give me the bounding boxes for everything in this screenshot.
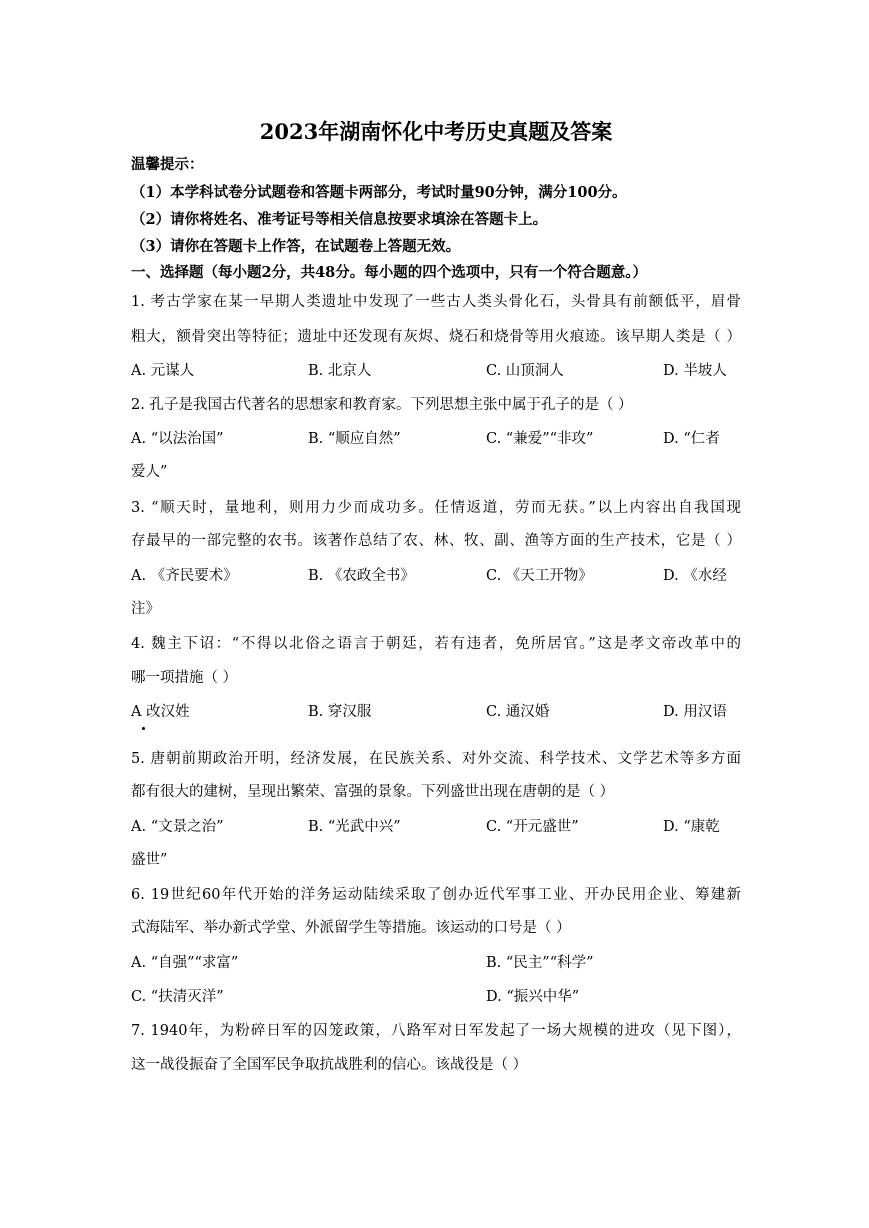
question-2-stem-line: 2. 孔子是我国古代著名的思想家和教育家。下列思想主张中属于孔子的是（ ） [131, 397, 633, 413]
question-4-stem-line: 4. 魏主下诏：“不得以北俗之语言于朝廷，若有违者，免所居官。”这是孝文帝改革中的 [131, 636, 741, 652]
question-2-option-b: B. “顺应自然” [308, 431, 401, 447]
question-3-option-d: D. 《水经 [663, 568, 727, 584]
question-6-option-a: A. “自强”“求富” [131, 955, 239, 971]
question-5-option-d-wrap: 盛世” [131, 852, 168, 868]
page-title: 2023年湖南怀化中考历史真题及答案 [259, 119, 613, 144]
punctuation-dot [142, 727, 145, 730]
question-1-option-d: D. 半坡人 [663, 363, 727, 379]
question-1-stem-line: 粗大，额骨突出等特征；遗址中还发现有灰烬、烧石和烧骨等用火痕迹。该早期人类是（ ） [131, 329, 741, 345]
question-4-option-a: A 改汉姓 [131, 704, 190, 720]
question-3-option-a: A. 《齐民要术》 [131, 568, 238, 584]
question-1-option-b: B. 北京人 [308, 363, 372, 379]
notice-item: （2）请你将姓名、准考证号等相关信息按要求填涂在答题卡上。 [131, 211, 548, 228]
question-5-option-a: A. “文景之治” [131, 819, 224, 835]
question-1-option-c: C. 山顶洞人 [486, 363, 564, 379]
question-2-option-d: D. “仁者 [663, 431, 720, 447]
question-4-option-b: B. 穿汉服 [308, 704, 372, 720]
question-6-option-b: B. “民主”“科学” [486, 955, 594, 971]
question-5-option-d: D. “康乾 [663, 819, 720, 835]
question-5-stem-line: 都有很大的建树，呈现出繁荣、富强的景象。下列盛世出现在唐朝的是（ ） [131, 784, 615, 800]
question-1-option-a: A. 元谋人 [131, 363, 195, 379]
question-2-option-c: C. “兼爱”“非攻” [486, 431, 594, 447]
question-3-option-c: C. 《天工开物》 [486, 568, 593, 584]
question-3-stem-line: 3. “顺天时，量地利，则用力少而成功多。任情返道，劳而无获。”以上内容出自我国现 [131, 500, 741, 516]
question-5-option-c: C. “开元盛世” [486, 819, 579, 835]
question-5-option-b: B. “光武中兴” [308, 819, 401, 835]
notice-item: （3）请你在答题卡上作答，在试题卷上答题无效。 [131, 238, 461, 255]
question-3-option-d-wrap: 注》 [131, 601, 160, 617]
question-4-option-d: D. 用汉语 [663, 704, 727, 720]
notice-item: （1）本学科试卷分试题卷和答题卡两部分，考试时量90分钟，满分100分。 [131, 184, 627, 201]
question-1-stem-line: 1. 考古学家在某一早期人类遗址中发现了一些古人类头骨化石，头骨具有前额低平，眉骨 [131, 294, 741, 310]
question-7-stem-line: 7. 1940年，为粉碎日军的囚笼政策，八路军对日军发起了一场大规模的进攻（见下图）， [131, 1023, 741, 1039]
question-2-option-d-wrap: 爱人” [131, 464, 168, 480]
question-6-option-d: D. “振兴中华” [486, 989, 580, 1005]
question-7-stem-line: 这一战役振奋了全国军民争取抗战胜利的信心。该战役是（ ） [131, 1057, 528, 1073]
question-5-stem-line: 5. 唐朝前期政治开明，经济发展，在民族关系、对外交流、科学技术、文学艺术等多方面 [131, 751, 741, 767]
question-3-option-b: B. 《农政全书》 [308, 568, 415, 584]
question-6-stem-line: 式海陆军、举办新式学堂、外派留学生等措施。该运动的口号是（ ） [131, 920, 571, 936]
question-2-option-a: A. “以法治国” [131, 431, 224, 447]
section-heading: 一、选择题（每小题2分，共48分。每小题的四个选项中，只有一个符合题意。） [131, 264, 648, 281]
question-6-option-c: C. “扶清灭洋” [131, 989, 224, 1005]
question-6-stem-line: 6. 19世纪60年代开始的洋务运动陆续采取了创办近代军事工业、开办民用企业、筹建新 [131, 887, 741, 903]
question-4-stem-line: 哪一项措施（ ） [131, 670, 238, 686]
notice-heading: 温馨提示： [131, 156, 204, 173]
question-3-stem-line: 存最早的一部完整的农书。该著作总结了农、林、牧、副、渔等方面的生产技术，它是（ ） [131, 533, 741, 549]
question-4-option-c: C. 通汉婚 [486, 704, 550, 720]
